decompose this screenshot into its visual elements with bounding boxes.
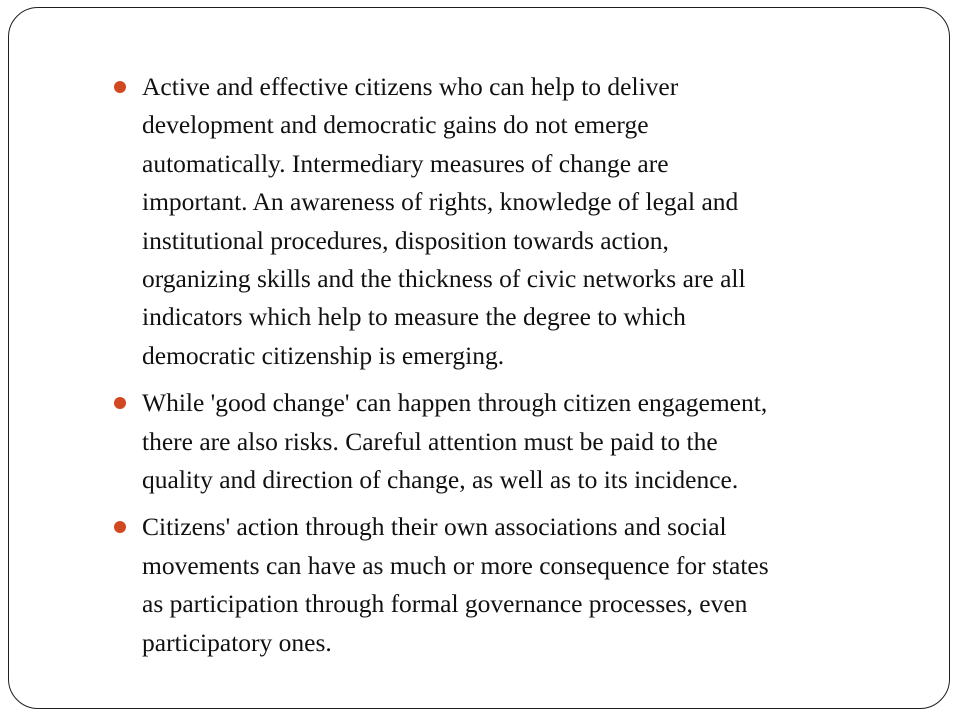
bullet-line: movements can have as much or more consequence for states xyxy=(142,550,769,580)
bullet-text-3 xyxy=(142,508,904,662)
bullet-line: Citizens' action through their own associations and social xyxy=(142,512,727,542)
bullet-line: development and democratic gains do not emerge xyxy=(142,110,649,140)
slide-frame xyxy=(8,7,950,709)
bullet-list xyxy=(114,68,904,671)
bullet-line: democratic citizenship is emerging. xyxy=(142,340,505,370)
bullet-line: organizing skills and the thickness of civic networks are all xyxy=(142,264,746,294)
bullet-line: there are also risks. Careful attention must be paid to the xyxy=(142,426,718,456)
bullet-item-1 xyxy=(114,68,904,375)
bullet-marker xyxy=(114,81,126,93)
bullet-text-2 xyxy=(142,384,904,499)
bullet-line: indicators which help to measure the degree to which xyxy=(142,302,686,332)
bullet-line: as participation through formal governance processes, even xyxy=(142,589,748,619)
bullet-line: Active and effective citizens who can help to deliver xyxy=(142,72,679,101)
bullet-marker xyxy=(114,397,126,409)
bullet-line: automatically. Intermediary measures of change are xyxy=(142,148,669,178)
bullet-line: important. An awareness of rights, knowledge of legal and xyxy=(142,187,739,217)
bullet-line: participatory ones. xyxy=(142,627,332,657)
bullet-item-2 xyxy=(114,384,904,499)
bullet-line: quality and direction of change, as well as to its incidence. xyxy=(142,465,739,495)
bullet-line: While 'good change' can happen through citizen engagement, xyxy=(142,388,768,418)
bullet-item-3 xyxy=(114,508,904,662)
bullet-text-1 xyxy=(142,68,904,375)
bullet-line: institutional procedures, disposition towards action, xyxy=(142,225,669,255)
bullet-marker xyxy=(114,521,126,533)
